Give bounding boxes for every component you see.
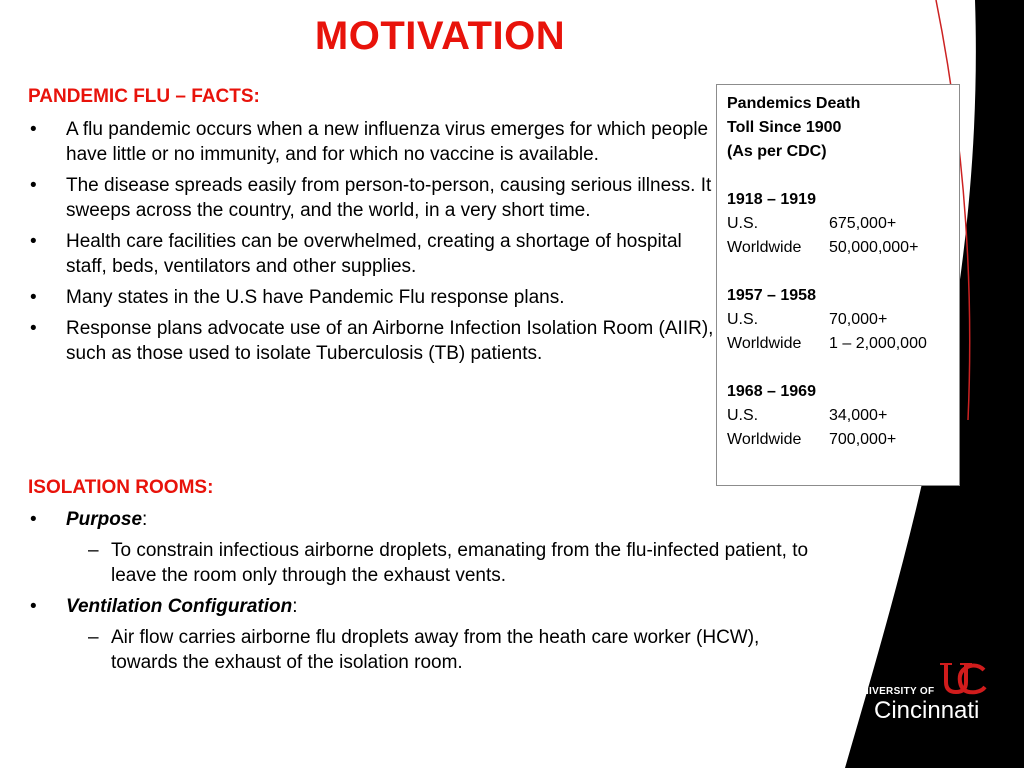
list-item: [28, 594, 818, 619]
sidebox-title-line: (As per CDC): [727, 143, 827, 160]
bullet-glyph: •: [30, 596, 37, 617]
death-count: 1 – 2,000,000: [829, 335, 927, 352]
death-count: 50,000,000+: [829, 239, 919, 256]
sub-list-item: [28, 538, 818, 588]
region-label: Worldwide: [727, 335, 802, 352]
item-label-suffix: :: [292, 596, 298, 617]
bullet-text: Many states in the U.S have Pandemic Flu response plans.: [66, 287, 565, 308]
section-heading-pandemic-flu: PANDEMIC FLU – FACTS:: [28, 86, 260, 107]
list-item: [28, 316, 718, 366]
death-toll-sidebox: [716, 84, 960, 486]
region-label: U.S.: [727, 407, 759, 424]
bullet-text: Response plans advocate use of an Airborne Infection Isolation Room (AIIR), such as those used to isolate Tuberculosis (TB) patients.: [66, 318, 714, 364]
isolation-rooms-list: [28, 507, 818, 681]
death-toll-row: [727, 308, 949, 332]
death-toll-row: [727, 404, 949, 428]
sub-item-text: Air flow carries airborne flu droplets away from the heath care worker (HCW), towards the exhaust of the isolation room.: [111, 627, 760, 673]
period-years: 1968 – 1969: [727, 383, 816, 400]
list-item: [28, 173, 718, 223]
dash-glyph: –: [88, 540, 99, 561]
bullet-text: The disease spreads easily from person-to-person, causing serious illness. It sweeps across the country, and the world, in a very short time.: [66, 175, 712, 221]
item-label-purpose: Purpose: [66, 509, 143, 530]
uc-monogram-icon: [938, 660, 988, 700]
slide-title: MOTIVATION: [314, 14, 566, 58]
pandemic-flu-bullet-list: [28, 117, 718, 372]
region-label: Worldwide: [727, 431, 802, 448]
university-of-label: UNIVERSITY OF: [854, 686, 935, 697]
dash-glyph: –: [88, 627, 99, 648]
bullet-glyph: •: [30, 231, 37, 252]
region-label: U.S.: [727, 311, 759, 328]
list-item: [28, 285, 718, 310]
item-label-suffix: :: [142, 509, 148, 530]
bullet-text: A flu pandemic occurs when a new influenza virus emerges for which people have little or no immunity, and for which no vaccine is available.: [66, 119, 709, 165]
death-count: 70,000+: [829, 311, 888, 328]
bullet-glyph: •: [30, 318, 37, 339]
sub-list-item: [28, 625, 818, 675]
sidebox-title-line: Pandemics Death: [727, 95, 861, 112]
university-logo: [852, 660, 1002, 730]
sub-item-text: To constrain infectious airborne droplets, emanating from the flu-infected patient, to leave the room only through the exhaust vents.: [111, 540, 809, 586]
period-years: 1957 – 1958: [727, 287, 816, 304]
section-heading-isolation-rooms: ISOLATION ROOMS:: [28, 477, 214, 498]
death-toll-row: [727, 212, 949, 236]
death-count: 700,000+: [829, 431, 897, 448]
death-toll-row: [727, 428, 949, 452]
list-item: [28, 117, 718, 167]
bullet-glyph: •: [30, 119, 37, 140]
region-label: Worldwide: [727, 239, 802, 256]
bullet-text: Health care facilities can be overwhelmed, creating a shortage of hospital staff, beds, ventilators and other supplies.: [66, 231, 682, 277]
bullet-glyph: •: [30, 175, 37, 196]
university-name-label: Cincinnati: [874, 697, 980, 724]
death-toll-row: [727, 332, 949, 356]
sidebox-title-line: Toll Since 1900: [727, 119, 842, 136]
list-item: [28, 507, 818, 532]
list-item: [28, 229, 718, 279]
death-count: 34,000+: [829, 407, 888, 424]
death-toll-row: [727, 236, 949, 260]
bullet-glyph: •: [30, 509, 37, 530]
bullet-glyph: •: [30, 287, 37, 308]
region-label: U.S.: [727, 215, 759, 232]
period-years: 1918 – 1919: [727, 191, 816, 208]
item-label-ventilation: Ventilation Configuration: [66, 596, 293, 617]
death-count: 675,000+: [829, 215, 897, 232]
